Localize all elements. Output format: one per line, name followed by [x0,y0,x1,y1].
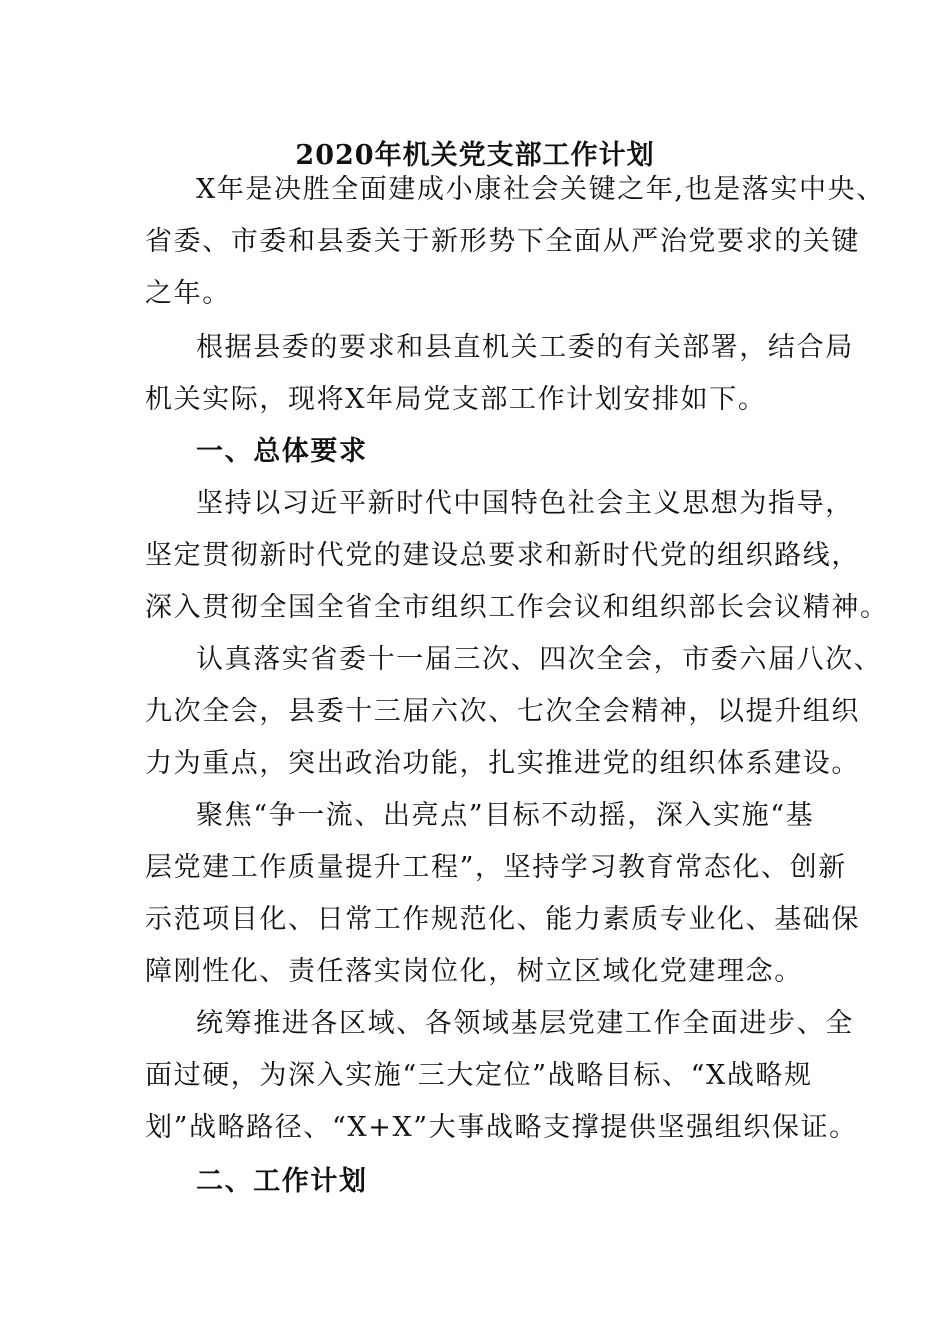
paragraph-line: 力为重点，突出政治功能，扎实推进党的组织体系建设。 [145,748,860,779]
paragraph-line: X年是决胜全面建成小康社会关键之年,也是落实中央、 [196,174,885,205]
paragraph-line: 聚焦“争一流、出亮点”目标不动摇，深入实施“基 [196,800,815,831]
paragraph-line: 根据县委的要求和县直机关工委的有关部署，结合局 [196,332,854,363]
paragraph-line: 九次全会，县委十三届六次、七次全会精神，以提升组织 [145,696,860,727]
paragraph-line: 统筹推进各区域、各领域基层党建工作全面进步、全 [196,1008,854,1039]
section-heading: 一、总体要求 [196,436,368,467]
paragraph-line: 深入贯彻全国全省全市组织工作会议和组织部长会议精神。 [145,592,889,623]
paragraph-line: 层党建工作质量提升工程”，坚持学习教育常态化、创新 [145,852,847,883]
section-heading: 二、工作计划 [196,1166,368,1197]
paragraph-line: 坚定贯彻新时代党的建设总要求和新时代党的组织路线， [145,540,860,571]
document-title: 2020年机关党支部工作计划 [295,140,655,171]
paragraph-line: 面过硬，为深入实施“三大定位”战略目标、“X战略规 [145,1060,813,1091]
paragraph-line: 坚持以习近平新时代中国特色社会主义思想为指导， [196,488,854,519]
paragraph-line: 机关实际，现将X年局党支部工作计划安排如下。 [145,384,767,415]
paragraph-line: 省委、市委和县委关于新形势下全面从严治党要求的关键 [145,226,860,257]
paragraph-line: 障刚性化、责任落实岗位化，树立区域化党建理念。 [145,956,803,987]
paragraph-line: 之年。 [145,278,231,309]
paragraph-line: 示范项目化、日常工作规范化、能力素质专业化、基础保 [145,904,860,935]
paragraph-line: 划”战略路径、“X+X”大事战略支撑提供坚强组织保证。 [145,1112,858,1143]
paragraph-line: 认真落实省委十一届三次、四次全会，市委六届八次、 [196,644,883,675]
